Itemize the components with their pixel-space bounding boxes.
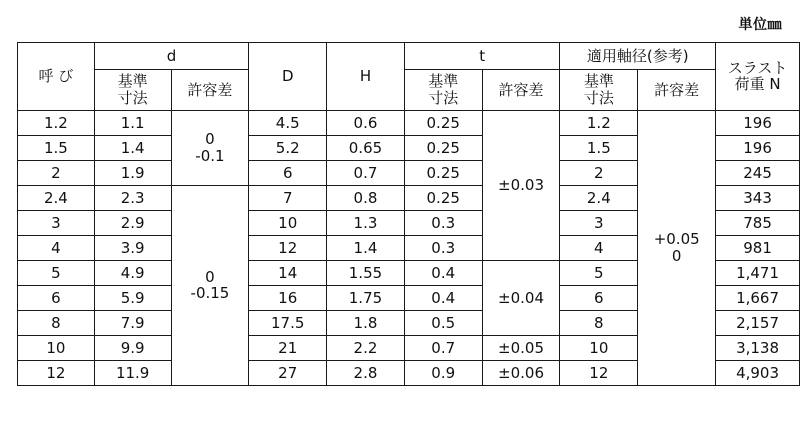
cell-shaft: 5: [560, 261, 638, 286]
cell-d: 2.3: [94, 186, 171, 211]
kijun-line1: 基準: [583, 72, 614, 91]
cell-d: 9.9: [94, 336, 171, 361]
header-d: d: [94, 43, 249, 70]
cell-D: 21: [249, 336, 327, 361]
cell-d-tol-group1: [171, 111, 249, 186]
cell-D: 16: [249, 286, 327, 311]
cell-t: 0.3: [404, 211, 482, 236]
tol-upper: 0: [205, 130, 215, 149]
cell-d: 1.1: [94, 111, 171, 136]
cell-shaft: 1.5: [560, 136, 638, 161]
cell-D: 4.5: [249, 111, 327, 136]
cell-t: 0.7: [404, 336, 482, 361]
cell-shaft: 6: [560, 286, 638, 311]
cell-thrust: 981: [716, 236, 800, 261]
cell-t-tol: ±0.06: [482, 361, 560, 386]
cell-H: 1.4: [327, 236, 405, 261]
cell-thrust: 1,667: [716, 286, 800, 311]
cell-shaft: 2: [560, 161, 638, 186]
cell-thrust: 245: [716, 161, 800, 186]
cell-shaft: 3: [560, 211, 638, 236]
cell-shaft-tol: [638, 111, 716, 386]
header-thrust-line2: 荷重 N: [734, 75, 781, 94]
cell-yobi: 1.5: [18, 136, 95, 161]
cell-H: 0.7: [327, 161, 405, 186]
cell-d-tol-group2: [171, 186, 249, 386]
cell-shaft: 2.4: [560, 186, 638, 211]
tol-upper: 0: [205, 267, 215, 286]
unit-label: 単位㎜: [738, 17, 782, 33]
header-shaft-kyoyosa: 許容差: [638, 70, 716, 111]
cell-D: 10: [249, 211, 327, 236]
header-d-kyoyosa: 許容差: [171, 70, 249, 111]
cell-d: 1.4: [94, 136, 171, 161]
cell-t: 0.4: [404, 261, 482, 286]
cell-yobi: 8: [18, 311, 95, 336]
kijun-line2: 寸法: [428, 88, 459, 107]
cell-yobi: 3: [18, 211, 95, 236]
cell-yobi: 10: [18, 336, 95, 361]
header-row-1: [18, 43, 800, 70]
cell-yobi: 2.4: [18, 186, 95, 211]
cell-thrust: 785: [716, 211, 800, 236]
header-t-kijun: [404, 70, 482, 111]
header-shaft: 適用軸径(参考): [560, 43, 716, 70]
cell-D: 7: [249, 186, 327, 211]
cell-d: 1.9: [94, 161, 171, 186]
header-row-2: [18, 70, 800, 111]
kijun-line2: 寸法: [117, 88, 148, 107]
kijun-line1: 基準: [428, 72, 459, 91]
cell-t: 0.25: [404, 161, 482, 186]
cell-yobi: 4: [18, 236, 95, 261]
cell-D: 17.5: [249, 311, 327, 336]
tol-lower: -0.15: [190, 284, 230, 303]
kijun-line2: 寸法: [583, 88, 614, 107]
cell-t-tol: ±0.05: [482, 336, 560, 361]
cell-t: 0.25: [404, 111, 482, 136]
spec-table: [17, 42, 800, 386]
tol-lower: -0.1: [195, 146, 225, 165]
cell-shaft: 12: [560, 361, 638, 386]
cell-yobi: 2: [18, 161, 95, 186]
cell-d: 3.9: [94, 236, 171, 261]
cell-thrust: 343: [716, 186, 800, 211]
cell-H: 1.3: [327, 211, 405, 236]
cell-t: 0.25: [404, 136, 482, 161]
cell-thrust: 3,138: [716, 336, 800, 361]
header-thrust-line1: スラスト: [727, 58, 788, 77]
cell-t: 0.5: [404, 311, 482, 336]
cell-H: 1.55: [327, 261, 405, 286]
header-D: D: [249, 43, 327, 111]
cell-D: 5.2: [249, 136, 327, 161]
cell-d: 2.9: [94, 211, 171, 236]
cell-t: 0.3: [404, 236, 482, 261]
cell-t-tol-group2: ±0.04: [482, 261, 560, 336]
cell-D: 27: [249, 361, 327, 386]
header-d-kijun: [94, 70, 171, 111]
header-shaft-kijun: [560, 70, 638, 111]
cell-H: 2.2: [327, 336, 405, 361]
cell-shaft: 4: [560, 236, 638, 261]
cell-H: 0.6: [327, 111, 405, 136]
cell-shaft: 1.2: [560, 111, 638, 136]
cell-yobi: 1.2: [18, 111, 95, 136]
cell-thrust: 1,471: [716, 261, 800, 286]
cell-t: 0.9: [404, 361, 482, 386]
table-row: [18, 111, 800, 136]
cell-D: 6: [249, 161, 327, 186]
cell-t: 0.4: [404, 286, 482, 311]
header-t: t: [404, 43, 560, 70]
cell-D: 14: [249, 261, 327, 286]
cell-yobi: 5: [18, 261, 95, 286]
tol-upper: +0.05: [653, 230, 700, 249]
cell-thrust: 196: [716, 136, 800, 161]
cell-t: 0.25: [404, 186, 482, 211]
cell-d: 7.9: [94, 311, 171, 336]
cell-shaft: 8: [560, 311, 638, 336]
cell-H: 0.65: [327, 136, 405, 161]
header-H: H: [327, 43, 405, 111]
cell-d: 5.9: [94, 286, 171, 311]
header-t-kyoyosa: 許容差: [482, 70, 560, 111]
cell-H: 2.8: [327, 361, 405, 386]
header-yobi: 呼 び: [18, 43, 95, 111]
cell-H: 1.75: [327, 286, 405, 311]
cell-H: 1.8: [327, 311, 405, 336]
cell-D: 12: [249, 236, 327, 261]
header-thrust: [716, 43, 800, 111]
cell-shaft: 10: [560, 336, 638, 361]
tol-lower: 0: [671, 246, 682, 265]
cell-H: 0.8: [327, 186, 405, 211]
cell-thrust: 196: [716, 111, 800, 136]
cell-thrust: 2,157: [716, 311, 800, 336]
cell-t-tol-group1: ±0.03: [482, 111, 560, 261]
cell-d: 4.9: [94, 261, 171, 286]
cell-yobi: 6: [18, 286, 95, 311]
cell-d: 11.9: [94, 361, 171, 386]
cell-yobi: 12: [18, 361, 95, 386]
cell-thrust: 4,903: [716, 361, 800, 386]
kijun-line1: 基準: [117, 72, 148, 91]
